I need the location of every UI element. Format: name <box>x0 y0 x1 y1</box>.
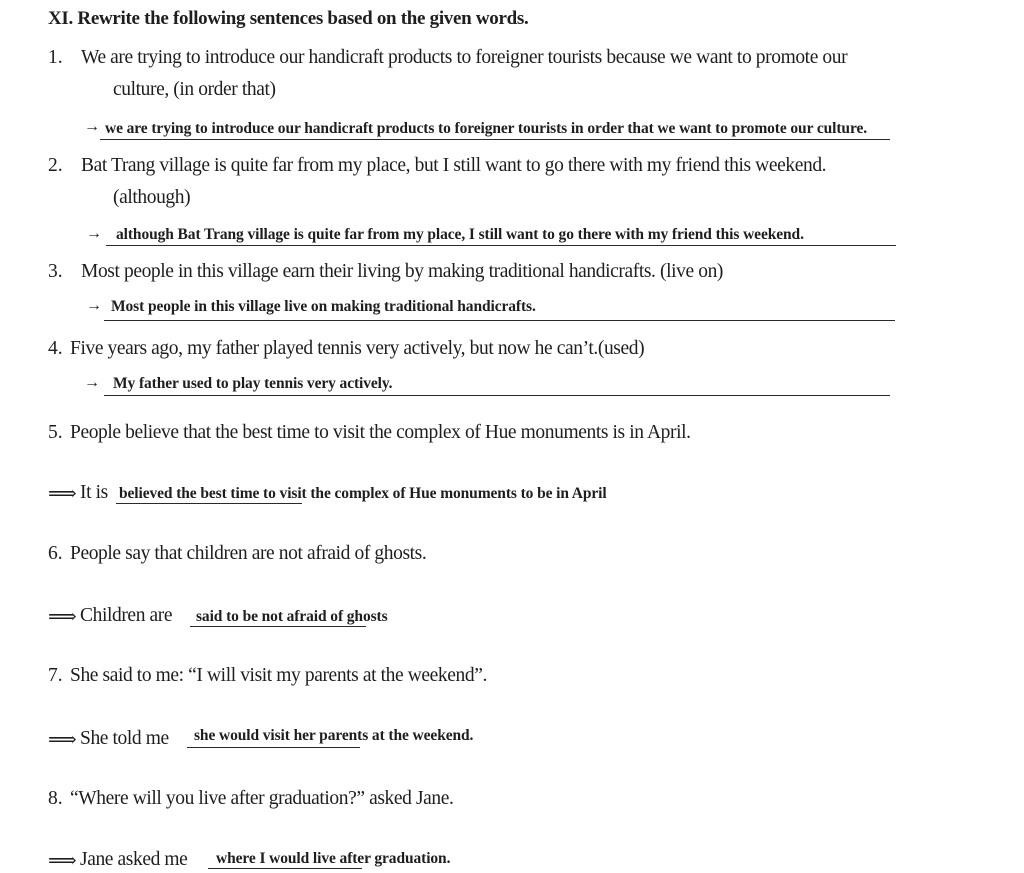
answer-text: Most people in this village live on making traditional handicrafts. <box>111 298 536 315</box>
question-number: 8. <box>48 788 63 809</box>
arrow-icon: → <box>86 297 102 314</box>
question-text: We are trying to introduce our handicraft products to foreigner tourists because we want to promote our <box>81 47 848 68</box>
double-arrow-icon: ⟹ <box>48 606 77 628</box>
question-number: 2. <box>48 155 63 176</box>
answer-text: My father used to play tennis very actively. <box>113 375 393 392</box>
answer-underline <box>116 503 302 504</box>
answer-underline <box>208 868 362 869</box>
answer-text: said to be not afraid of ghosts <box>196 608 388 625</box>
question-number: 3. <box>48 261 63 282</box>
answer-underline <box>187 747 360 748</box>
question-text: Five years ago, my father played tennis very actively, but now he can’t.(used) <box>70 338 645 359</box>
answer-prefix: Children are <box>80 605 173 626</box>
question-text: People believe that the best time to visit the complex of Hue monuments is in April. <box>70 422 691 443</box>
answer-text: believed the best time to visit the complex of Hue monuments to be in April <box>119 485 607 502</box>
answer-prefix: She told me <box>80 728 169 749</box>
question-number: 6. <box>48 543 63 564</box>
double-arrow-icon: ⟹ <box>48 850 77 872</box>
answer-underline <box>190 626 366 627</box>
arrow-icon: → <box>84 118 100 135</box>
answer-underline <box>100 139 890 140</box>
double-arrow-icon: ⟹ <box>48 483 77 505</box>
question-hint: culture, (in order that) <box>113 79 276 100</box>
question-number: 5. <box>48 422 63 443</box>
arrow-icon: → <box>84 374 100 391</box>
answer-underline <box>104 395 890 396</box>
question-number: 4. <box>48 338 63 359</box>
question-number: 7. <box>48 665 63 686</box>
answer-text: she would visit her parents at the weekend. <box>194 727 474 744</box>
answer-underline <box>106 245 896 246</box>
answer-text: where I would live after graduation. <box>216 850 451 867</box>
question-text: She said to me: “I will visit my parents at the weekend”. <box>70 665 487 686</box>
question-text: Most people in this village earn their living by making traditional handicrafts. (live on) <box>81 261 724 282</box>
answer-text: we are trying to introduce our handicraft products to foreigner tourists in order that we want to promote our culture. <box>105 120 867 137</box>
question-text: “Where will you live after graduation?” asked Jane. <box>70 788 454 809</box>
answer-text: although Bat Trang village is quite far from my place, I still want to go there with my friend this weekend. <box>116 226 804 243</box>
answer-prefix: Jane asked me <box>80 849 188 870</box>
exercise-title: XI. Rewrite the following sentences based on the given words. <box>48 8 529 29</box>
answer-prefix: It is <box>80 482 108 503</box>
arrow-icon: → <box>86 225 102 242</box>
question-text: Bat Trang village is quite far from my place, but I still want to go there with my friend this weekend. <box>81 155 827 176</box>
answer-underline <box>104 320 895 321</box>
question-hint: (although) <box>113 187 191 208</box>
question-text: People say that children are not afraid of ghosts. <box>70 543 427 564</box>
question-number: 1. <box>48 47 63 68</box>
double-arrow-icon: ⟹ <box>48 729 77 751</box>
